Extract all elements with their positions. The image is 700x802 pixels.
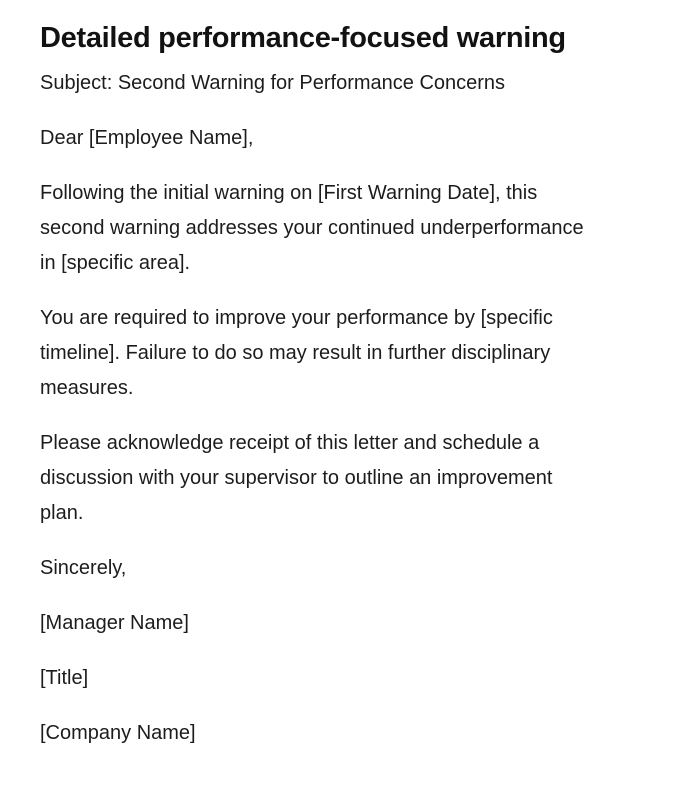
body-paragraph-2 (40, 301, 660, 406)
body-paragraph-3 (40, 426, 660, 531)
subject-paragraph (40, 66, 660, 101)
paragraph-line: Please acknowledge receipt of this letter and schedule a (40, 432, 540, 454)
signature-company-name (40, 716, 660, 751)
body-paragraph-1 (40, 176, 660, 281)
signature-line: [Company Name] (40, 722, 196, 744)
paragraph-line: plan. (40, 502, 84, 524)
salutation-line: Dear [Employee Name], (40, 127, 254, 149)
page-title: Detailed performance-focused warning (40, 22, 566, 54)
salutation-paragraph (40, 121, 660, 156)
paragraph-line: timeline]. Failure to do so may result in further disciplinary (40, 342, 551, 364)
paragraph-line: Following the initial warning on [First Warning Date], this (40, 182, 538, 204)
letter-document (40, 21, 660, 751)
signature-line: [Title] (40, 667, 89, 689)
signature-line: [Manager Name] (40, 612, 189, 634)
closing-paragraph (40, 551, 660, 586)
paragraph-line: second warning addresses your continued underperformance (40, 217, 584, 239)
paragraph-line: in [specific area]. (40, 252, 191, 274)
paragraph-line: You are required to improve your performance by [specific (40, 307, 553, 329)
paragraph-line: measures. (40, 377, 134, 399)
closing-line: Sincerely, (40, 557, 127, 579)
signature-manager-name (40, 606, 660, 641)
signature-title (40, 661, 660, 696)
paragraph-line: discussion with your supervisor to outline an improvement (40, 467, 553, 489)
subject-line: Subject: Second Warning for Performance Concerns (40, 72, 506, 94)
